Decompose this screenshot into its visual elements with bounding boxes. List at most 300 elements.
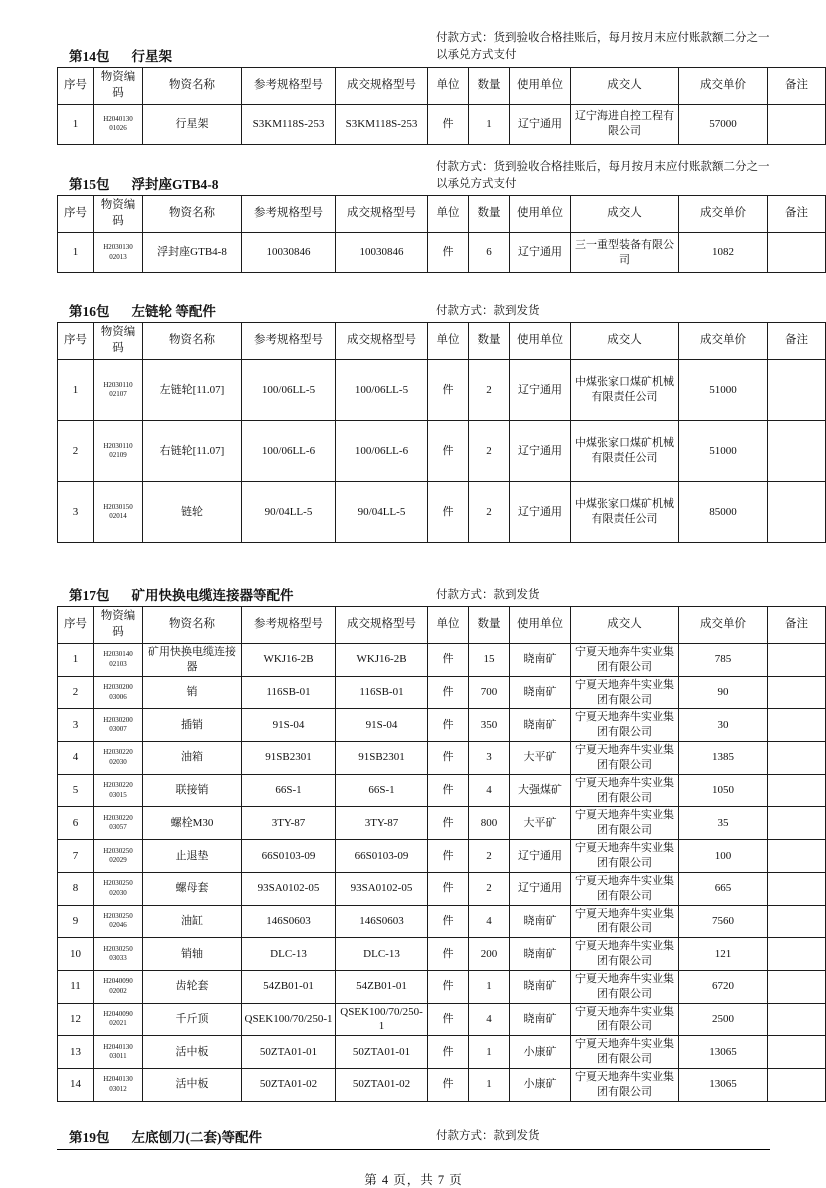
- table-header: [58, 323, 826, 360]
- table-row: [58, 840, 826, 873]
- table-cell: H2040130 03012: [94, 1068, 143, 1101]
- payment-terms: 付款方式：货到验收合格挂账后，每月按月末应付账款额二分之一以承兑方式支付: [436, 160, 770, 190]
- table-cell: 665: [679, 872, 768, 905]
- table-row: [58, 1068, 826, 1101]
- column-header: 参考规格型号: [242, 323, 336, 360]
- table-cell: [768, 360, 826, 421]
- table-cell: H2030110 02107: [94, 360, 143, 421]
- column-header: 物资名称: [143, 323, 242, 360]
- table-row: [58, 360, 826, 421]
- table-cell: 件: [428, 1036, 469, 1069]
- table-top-border: [57, 1149, 770, 1150]
- table-row: [58, 970, 826, 1003]
- table-cell: 100/06LL-6: [242, 421, 336, 482]
- table-cell: 活中板: [143, 1068, 242, 1101]
- table-cell: 200: [469, 938, 510, 971]
- table-cell: 100/06LL-5: [336, 360, 428, 421]
- table-cell: 2: [469, 482, 510, 543]
- column-header: 数量: [469, 607, 510, 644]
- table-cell: 辽宁通用: [510, 360, 571, 421]
- package-number: 第19包: [69, 1129, 110, 1145]
- table-cell: 4: [469, 905, 510, 938]
- column-header: 成交人: [571, 67, 679, 104]
- table-cell: 1: [469, 970, 510, 1003]
- table-cell: 插销: [143, 709, 242, 742]
- table-cell: 51000: [679, 421, 768, 482]
- table-cell: 1: [469, 104, 510, 144]
- table-row: [58, 872, 826, 905]
- package-title: [57, 300, 216, 320]
- column-header: 参考规格型号: [242, 607, 336, 644]
- table-cell: 宁夏天地奔牛实业集团有限公司: [571, 774, 679, 807]
- table-cell: 8: [58, 872, 94, 905]
- table-cell: 91S-04: [336, 709, 428, 742]
- package-section: [57, 1126, 770, 1150]
- table-row: [58, 1036, 826, 1069]
- table-cell: 57000: [679, 104, 768, 144]
- column-header: 序号: [58, 607, 94, 644]
- table-cell: 辽宁通用: [510, 421, 571, 482]
- table-cell: 4: [58, 742, 94, 775]
- table-cell: H2030200 03006: [94, 676, 143, 709]
- column-header: 单位: [428, 67, 469, 104]
- header-row: [58, 67, 826, 104]
- header-row: [58, 196, 826, 233]
- section-header: [57, 584, 770, 604]
- table-cell: 螺母套: [143, 872, 242, 905]
- table-cell: 146S0603: [336, 905, 428, 938]
- column-header: 数量: [469, 323, 510, 360]
- package-number: 第17包: [69, 588, 110, 603]
- table-cell: 3TY-87: [336, 807, 428, 840]
- table-cell: 90/04LL-5: [242, 482, 336, 543]
- table-cell: 中煤张家口煤矿机械有限责任公司: [571, 360, 679, 421]
- column-header: 备注: [768, 196, 826, 233]
- table-cell: 晓南矿: [510, 676, 571, 709]
- table-cell: 宁夏天地奔牛实业集团有限公司: [571, 938, 679, 971]
- table-cell: 91SB2301: [336, 742, 428, 775]
- table-cell: 件: [428, 709, 469, 742]
- table-cell: H2030110 02109: [94, 421, 143, 482]
- table-cell: 5: [58, 774, 94, 807]
- table-cell: [768, 233, 826, 273]
- column-header: 成交规格型号: [336, 323, 428, 360]
- column-header: 物资编码: [94, 196, 143, 233]
- table-row: [58, 1003, 826, 1036]
- goods-table: [57, 322, 826, 543]
- table-cell: [768, 709, 826, 742]
- column-header: 单位: [428, 196, 469, 233]
- table-cell: 宁夏天地奔牛实业集团有限公司: [571, 1068, 679, 1101]
- column-header: 物资名称: [143, 607, 242, 644]
- table-cell: 3TY-87: [242, 807, 336, 840]
- table-cell: 2: [469, 421, 510, 482]
- table-cell: 件: [428, 840, 469, 873]
- table-row: [58, 807, 826, 840]
- table-cell: 矿用快换电缆连接器: [143, 644, 242, 677]
- table-cell: 宁夏天地奔牛实业集团有限公司: [571, 905, 679, 938]
- column-header: 使用单位: [510, 67, 571, 104]
- column-header: 使用单位: [510, 196, 571, 233]
- table-cell: [768, 482, 826, 543]
- table-cell: 中煤张家口煤矿机械有限责任公司: [571, 421, 679, 482]
- column-header: 单位: [428, 323, 469, 360]
- table-cell: 2: [469, 840, 510, 873]
- table-cell: [768, 1036, 826, 1069]
- goods-table: [57, 606, 826, 1102]
- column-header: 物资编码: [94, 67, 143, 104]
- table-cell: 件: [428, 905, 469, 938]
- table-cell: 销: [143, 676, 242, 709]
- table-cell: 116SB-01: [336, 676, 428, 709]
- table-header: [58, 196, 826, 233]
- column-header: 成交人: [571, 323, 679, 360]
- column-header: 单位: [428, 607, 469, 644]
- column-header: 备注: [768, 67, 826, 104]
- column-header: 备注: [768, 607, 826, 644]
- section-header: [57, 159, 770, 194]
- table-cell: 90/04LL-5: [336, 482, 428, 543]
- column-header: 物资编码: [94, 607, 143, 644]
- table-cell: 13: [58, 1036, 94, 1069]
- table-cell: 12: [58, 1003, 94, 1036]
- table-header: [58, 607, 826, 644]
- table-row: [58, 905, 826, 938]
- table-cell: 10030846: [336, 233, 428, 273]
- table-cell: 晓南矿: [510, 905, 571, 938]
- table-cell: 93SA0102-05: [242, 872, 336, 905]
- table-cell: 146S0603: [242, 905, 336, 938]
- table-cell: 50ZTA01-02: [336, 1068, 428, 1101]
- table-cell: 止退垫: [143, 840, 242, 873]
- table-cell: 800: [469, 807, 510, 840]
- package-number: 第15包: [69, 177, 110, 192]
- column-header: 数量: [469, 196, 510, 233]
- table-cell: 宁夏天地奔牛实业集团有限公司: [571, 807, 679, 840]
- package-title: [57, 173, 219, 193]
- table-cell: 66S-1: [336, 774, 428, 807]
- column-header: 成交单价: [679, 607, 768, 644]
- table-cell: 700: [469, 676, 510, 709]
- table-cell: H2030250 02029: [94, 840, 143, 873]
- table-cell: 1: [58, 644, 94, 677]
- page-number: 第 4 页，共 7 页: [364, 1172, 463, 1187]
- table-cell: 活中板: [143, 1036, 242, 1069]
- table-cell: 联接销: [143, 774, 242, 807]
- package-section: [57, 30, 808, 145]
- table-cell: H2030140 02103: [94, 644, 143, 677]
- header-row: [58, 323, 826, 360]
- table-cell: 90: [679, 676, 768, 709]
- table-cell: 1050: [679, 774, 768, 807]
- table-cell: 91S-04: [242, 709, 336, 742]
- table-cell: 51000: [679, 360, 768, 421]
- package-section: [57, 300, 808, 543]
- table-cell: 件: [428, 1068, 469, 1101]
- table-cell: 件: [428, 104, 469, 144]
- column-header: 成交单价: [679, 323, 768, 360]
- table-cell: 宁夏天地奔牛实业集团有限公司: [571, 872, 679, 905]
- table-cell: 销轴: [143, 938, 242, 971]
- table-cell: 2: [469, 872, 510, 905]
- table-cell: 件: [428, 774, 469, 807]
- package-name: 左底刨刀(二套)等配件: [131, 1129, 262, 1145]
- table-cell: 件: [428, 233, 469, 273]
- column-header: 物资名称: [143, 196, 242, 233]
- column-header: 序号: [58, 196, 94, 233]
- table-cell: S3KM118S-253: [242, 104, 336, 144]
- table-cell: 14: [58, 1068, 94, 1101]
- table-cell: [768, 1003, 826, 1036]
- table-cell: 785: [679, 644, 768, 677]
- table-cell: 件: [428, 1003, 469, 1036]
- table-cell: [768, 970, 826, 1003]
- table-cell: 1385: [679, 742, 768, 775]
- table-cell: 1: [58, 104, 94, 144]
- table-cell: H2030130 02013: [94, 233, 143, 273]
- table-cell: H2040130 03011: [94, 1036, 143, 1069]
- goods-table: [57, 195, 826, 273]
- payment-terms: 付款方式：款到发货: [436, 1130, 540, 1143]
- table-cell: 件: [428, 644, 469, 677]
- table-cell: 件: [428, 360, 469, 421]
- table-cell: WKJ16-2B: [336, 644, 428, 677]
- column-header: 参考规格型号: [242, 67, 336, 104]
- table-cell: 件: [428, 970, 469, 1003]
- table-cell: 116SB-01: [242, 676, 336, 709]
- table-row: [58, 644, 826, 677]
- package-title: [57, 1126, 262, 1146]
- table-cell: 2: [469, 360, 510, 421]
- table-cell: 宁夏天地奔牛实业集团有限公司: [571, 676, 679, 709]
- table-cell: 晓南矿: [510, 970, 571, 1003]
- table-cell: 左链轮[11.07]: [143, 360, 242, 421]
- package-name: 浮封座GTB4-8: [131, 177, 219, 192]
- table-cell: [768, 644, 826, 677]
- table-cell: [768, 807, 826, 840]
- table-cell: 小康矿: [510, 1068, 571, 1101]
- payment-terms: 付款方式：款到发货: [436, 588, 540, 601]
- table-cell: 齿轮套: [143, 970, 242, 1003]
- table-cell: 件: [428, 676, 469, 709]
- table-cell: 宁夏天地奔牛实业集团有限公司: [571, 840, 679, 873]
- table-cell: 2: [58, 421, 94, 482]
- table-cell: 2500: [679, 1003, 768, 1036]
- column-header: 备注: [768, 323, 826, 360]
- package-section: [57, 159, 808, 274]
- table-row: [58, 482, 826, 543]
- column-header: 参考规格型号: [242, 196, 336, 233]
- table-cell: 晓南矿: [510, 1003, 571, 1036]
- table-row: [58, 742, 826, 775]
- table-cell: 1: [469, 1068, 510, 1101]
- table-cell: 宁夏天地奔牛实业集团有限公司: [571, 742, 679, 775]
- table-cell: 晓南矿: [510, 938, 571, 971]
- table-cell: 大平矿: [510, 807, 571, 840]
- table-cell: DLC-13: [336, 938, 428, 971]
- package-name: 矿用快换电缆连接器等配件: [131, 588, 294, 603]
- column-header: 物资名称: [143, 67, 242, 104]
- table-cell: WKJ16-2B: [242, 644, 336, 677]
- payment-terms: 付款方式：货到验收合格挂账后，每月按月末应付账款额二分之一以承兑方式支付: [436, 32, 770, 62]
- table-cell: H2030250 02030: [94, 872, 143, 905]
- column-header: 序号: [58, 67, 94, 104]
- table-cell: 晓南矿: [510, 644, 571, 677]
- table-cell: 50ZTA01-01: [336, 1036, 428, 1069]
- table-row: [58, 938, 826, 971]
- table-cell: 54ZB01-01: [336, 970, 428, 1003]
- table-cell: 宁夏天地奔牛实业集团有限公司: [571, 1036, 679, 1069]
- package-number: 第14包: [69, 48, 110, 64]
- table-cell: H2030220 03015: [94, 774, 143, 807]
- table-cell: 右链轮[11.07]: [143, 421, 242, 482]
- table-row: [58, 233, 826, 273]
- table-cell: 中煤张家口煤矿机械有限责任公司: [571, 482, 679, 543]
- table-cell: 85000: [679, 482, 768, 543]
- table-cell: 宁夏天地奔牛实业集团有限公司: [571, 970, 679, 1003]
- table-cell: S3KM118S-253: [336, 104, 428, 144]
- table-cell: H2030220 03057: [94, 807, 143, 840]
- table-cell: 50ZTA01-01: [242, 1036, 336, 1069]
- table-cell: 辽宁通用: [510, 104, 571, 144]
- table-cell: [768, 905, 826, 938]
- table-cell: 66S0103-09: [336, 840, 428, 873]
- column-header: 物资编码: [94, 323, 143, 360]
- table-cell: 1: [58, 233, 94, 273]
- section-header: [57, 300, 770, 320]
- column-header: 成交人: [571, 196, 679, 233]
- column-header: 成交规格型号: [336, 196, 428, 233]
- column-header: 成交人: [571, 607, 679, 644]
- table-cell: 三一重型装备有限公司: [571, 233, 679, 273]
- table-cell: 93SA0102-05: [336, 872, 428, 905]
- table-cell: 7560: [679, 905, 768, 938]
- column-header: 成交规格型号: [336, 607, 428, 644]
- table-cell: 54ZB01-01: [242, 970, 336, 1003]
- column-header: 成交单价: [679, 67, 768, 104]
- table-cell: 1: [58, 360, 94, 421]
- table-cell: 4: [469, 774, 510, 807]
- table-cell: 100: [679, 840, 768, 873]
- table-cell: 辽宁通用: [510, 840, 571, 873]
- column-header: 使用单位: [510, 323, 571, 360]
- package-name: 行星架: [131, 48, 172, 64]
- table-cell: 件: [428, 807, 469, 840]
- payment-terms: 付款方式：款到发货: [436, 304, 540, 317]
- table-cell: 宁夏天地奔牛实业集团有限公司: [571, 1003, 679, 1036]
- table-cell: 6: [469, 233, 510, 273]
- table-cell: [768, 774, 826, 807]
- table-cell: 油缸: [143, 905, 242, 938]
- table-row: [58, 104, 826, 144]
- table-cell: 91SB2301: [242, 742, 336, 775]
- table-cell: H2030200 03007: [94, 709, 143, 742]
- table-cell: 链轮: [143, 482, 242, 543]
- table-cell: H2040090 02021: [94, 1003, 143, 1036]
- table-row: [58, 676, 826, 709]
- table-cell: 油箱: [143, 742, 242, 775]
- table-cell: 4: [469, 1003, 510, 1036]
- table-cell: 行星架: [143, 104, 242, 144]
- table-cell: H2040130 01026: [94, 104, 143, 144]
- header-row: [58, 607, 826, 644]
- table-cell: [768, 742, 826, 775]
- table-cell: 3: [469, 742, 510, 775]
- goods-table: [57, 67, 826, 145]
- table-cell: 螺栓M30: [143, 807, 242, 840]
- table-cell: [768, 872, 826, 905]
- table-cell: 3: [58, 482, 94, 543]
- table-cell: 13065: [679, 1068, 768, 1101]
- table-cell: H2030250 03033: [94, 938, 143, 971]
- package-title: [57, 584, 294, 604]
- table-cell: 6: [58, 807, 94, 840]
- table-cell: 件: [428, 482, 469, 543]
- table-cell: 3: [58, 709, 94, 742]
- table-cell: 辽宁通用: [510, 872, 571, 905]
- table-cell: 1: [469, 1036, 510, 1069]
- table-cell: 15: [469, 644, 510, 677]
- table-cell: 宁夏天地奔牛实业集团有限公司: [571, 709, 679, 742]
- table-cell: 件: [428, 938, 469, 971]
- table-cell: 大平矿: [510, 742, 571, 775]
- table-cell: 辽宁通用: [510, 482, 571, 543]
- table-cell: 件: [428, 872, 469, 905]
- table-cell: 2: [58, 676, 94, 709]
- table-cell: 50ZTA01-02: [242, 1068, 336, 1101]
- table-cell: 6720: [679, 970, 768, 1003]
- table-cell: 13065: [679, 1036, 768, 1069]
- table-cell: H2030220 02030: [94, 742, 143, 775]
- table-cell: QSEK100/70/250-1: [242, 1003, 336, 1036]
- table-cell: QSEK100/70/250-1: [336, 1003, 428, 1036]
- table-cell: 10030846: [242, 233, 336, 273]
- table-cell: 66S-1: [242, 774, 336, 807]
- package-number: 第16包: [69, 304, 110, 319]
- column-header: 使用单位: [510, 607, 571, 644]
- section-header: [57, 1126, 770, 1146]
- column-header: 成交单价: [679, 196, 768, 233]
- table-cell: 9: [58, 905, 94, 938]
- table-cell: 浮封座GTB4-8: [143, 233, 242, 273]
- table-cell: 大强煤矿: [510, 774, 571, 807]
- column-header: 数量: [469, 67, 510, 104]
- sections-root: [57, 30, 808, 1150]
- table-cell: H2040090 02002: [94, 970, 143, 1003]
- table-cell: 小康矿: [510, 1036, 571, 1069]
- table-cell: 10: [58, 938, 94, 971]
- table-cell: 千斤顶: [143, 1003, 242, 1036]
- table-cell: 宁夏天地奔牛实业集团有限公司: [571, 644, 679, 677]
- table-cell: [768, 676, 826, 709]
- table-row: [58, 709, 826, 742]
- table-cell: 7: [58, 840, 94, 873]
- table-cell: 11: [58, 970, 94, 1003]
- column-header: 序号: [58, 323, 94, 360]
- table-cell: [768, 1068, 826, 1101]
- table-row: [58, 774, 826, 807]
- table-cell: [768, 938, 826, 971]
- table-cell: H2030150 02014: [94, 482, 143, 543]
- table-cell: 辽宁海进自控工程有限公司: [571, 104, 679, 144]
- table-cell: 350: [469, 709, 510, 742]
- table-cell: 晓南矿: [510, 709, 571, 742]
- table-cell: 100/06LL-6: [336, 421, 428, 482]
- table-cell: [768, 421, 826, 482]
- package-title: [57, 45, 172, 65]
- table-cell: 121: [679, 938, 768, 971]
- table-cell: 辽宁通用: [510, 233, 571, 273]
